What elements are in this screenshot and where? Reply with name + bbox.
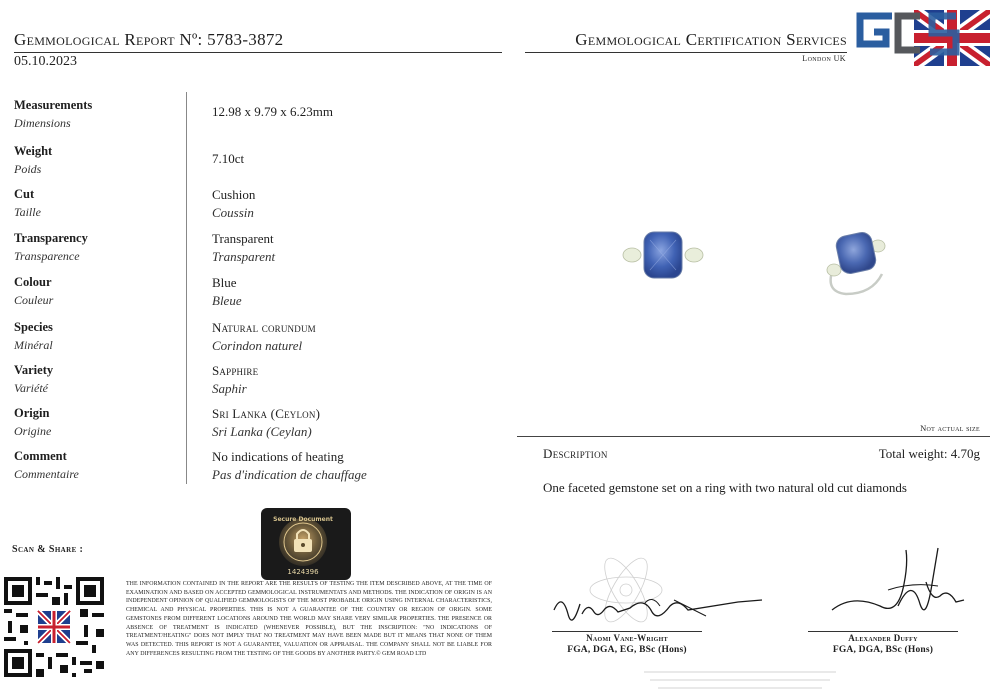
gcs-logo: [852, 6, 992, 68]
spec-row-colour: [14, 275, 494, 315]
uk-flag-icon: [38, 611, 70, 643]
spec-value-fr: Pas d'indication de chauffage: [212, 467, 367, 482]
spec-label-fr: Taille: [14, 205, 41, 219]
signatory-name: Alexander Duffy: [848, 633, 918, 643]
ring-photo-side: [820, 226, 896, 298]
spec-label: Transparency: [14, 231, 88, 245]
faint-footer-text: [640, 668, 840, 692]
spec-label: Species: [14, 320, 53, 334]
spec-row-comment: [14, 449, 494, 489]
spec-label-fr: Minéral: [14, 338, 53, 352]
report-date: 05.10.2023: [14, 54, 77, 69]
spec-label-fr: Poids: [14, 162, 42, 176]
total-weight: Total weight: 4.70g: [878, 446, 980, 461]
description-title: Description: [543, 446, 608, 461]
spec-label: Comment: [14, 449, 67, 463]
spec-row-transparency: [14, 231, 494, 271]
spec-value: Sapphire: [212, 363, 259, 378]
spec-label-fr: Origine: [14, 424, 52, 438]
spec-label-fr: Transparence: [14, 249, 80, 263]
signatory-quals: FGA, DGA, BSc (Hons): [832, 645, 934, 655]
signatory-quals: FGA, DGA, EG, BSc (Hons): [567, 645, 687, 655]
spec-value-fr: Bleue: [212, 293, 242, 308]
report-header: [14, 30, 502, 53]
spec-value-fr: Corindon naturel: [212, 338, 303, 353]
signature-alexander: [828, 546, 968, 632]
spec-label: Origin: [14, 406, 50, 420]
spec-value: Sri Lanka (Ceylon): [212, 406, 321, 421]
spec-value: 7.10ct: [212, 151, 245, 166]
qr-code[interactable]: [4, 577, 104, 677]
company-header: [525, 30, 847, 53]
spec-value-fr: Saphir: [212, 381, 247, 396]
spec-value-fr: Coussin: [212, 205, 254, 220]
spec-label-fr: Couleur: [14, 293, 54, 307]
hologram-seal: [261, 508, 351, 580]
report-title: Gemmological Report Nº: 5783-3872: [14, 30, 284, 49]
ring-photo-front: [618, 224, 708, 284]
company-name: Gemmological Certification Services: [575, 30, 847, 49]
signatory-name: Naomi Vane-Wright: [586, 633, 668, 643]
hologram-serial: 1424396: [287, 568, 319, 576]
spec-label: Variety: [14, 363, 54, 377]
spec-value: Transparent: [212, 231, 274, 246]
spec-value: Cushion: [212, 187, 256, 202]
spec-row-weight: [14, 144, 494, 184]
spec-row-variety: [14, 363, 494, 403]
spec-value-fr: Sri Lanka (Ceylan): [212, 424, 312, 439]
signature-line: [808, 631, 958, 632]
signature-line: [552, 631, 702, 632]
spec-value: 12.98 x 9.79 x 6.23mm: [212, 104, 333, 119]
spec-label: Cut: [14, 187, 35, 201]
scan-share-label: Scan & Share :: [12, 544, 84, 555]
spec-label-fr: Commentaire: [14, 467, 79, 481]
description-rule: [517, 436, 990, 437]
spec-value: No indications of heating: [212, 449, 344, 464]
spec-value: Blue: [212, 275, 237, 290]
spec-value: Natural corundum: [212, 320, 316, 335]
company-city: London UK: [802, 54, 846, 63]
spec-row-measurements: [14, 98, 494, 138]
not-actual-size-note: Not actual size: [920, 423, 980, 433]
spec-label-fr: Dimensions: [14, 116, 71, 130]
description-text: One faceted gemstone set on a ring with two natural old cut diamonds: [543, 480, 907, 495]
hologram-text: Secure Document: [273, 516, 333, 523]
signature-naomi: [548, 556, 768, 632]
watermark-emblem: [590, 556, 662, 628]
spec-label: Weight: [14, 144, 53, 158]
spec-label-fr: Variété: [14, 381, 48, 395]
spec-row-origin: [14, 406, 494, 446]
spec-value-fr: Transparent: [212, 249, 276, 264]
disclaimer: THE INFORMATION CONTAINED IN THE REPORT ARE THE RESULTS OF TESTING THE ITEM DESCRIBED ABOVE, AT THE TIME OF EXAMINATION AND BASED ON ACCEPTED GEMMOLOGICAL INSTRUMENTATS AND METHODS. THE INDICATION OF ORIGIN IS AN INDEPENDENT OPINION OF QUALIFIED GEMMOLOGISTS OF THE MOST PROBABLE ORIGIN USING INTERNAL CHARACTERISTICS, CHEMICAL AND PHYSICAL PROPERTIES. THIS IS NOT A GUARANTEE OF THE COUNTRY OR REGION OF ORIGIN. SOME GEMSTONES FROM DIFFERENT LOCATIONS AROUND THE WORLD MAY SHARE VERY SIMILAR PROPERTIES. THE PRESENCE OR ABSENCE OF TREATMENT IS INDICATED (WHENEVER POSSIBLE), BUT THE INSCRIPTION: "NO INDICATIONS OF TREATMENT/HEATING" DOES NOT IMPLY THAT NO TREATMENT MAY HAVE BEEN MADE BUT IT MEANS THAT NONE OF THEM WAS DETECTED. THIS REPORT IS NOT A GUARANTEE, VALUATION OR APPRAISAL. THE COMPANY SHALL NOT BE LIABLE FOR ANY DIFFERENCES RESULTING FROM THE TESTING OF THE GOODS BY ANOTHER PARTY.© GEM ROAD LTD: [126, 581, 492, 657]
spec-row-species: [14, 320, 494, 360]
spec-row-cut: [14, 187, 494, 227]
spec-label: Measurements: [14, 98, 93, 112]
spec-label: Colour: [14, 275, 52, 289]
